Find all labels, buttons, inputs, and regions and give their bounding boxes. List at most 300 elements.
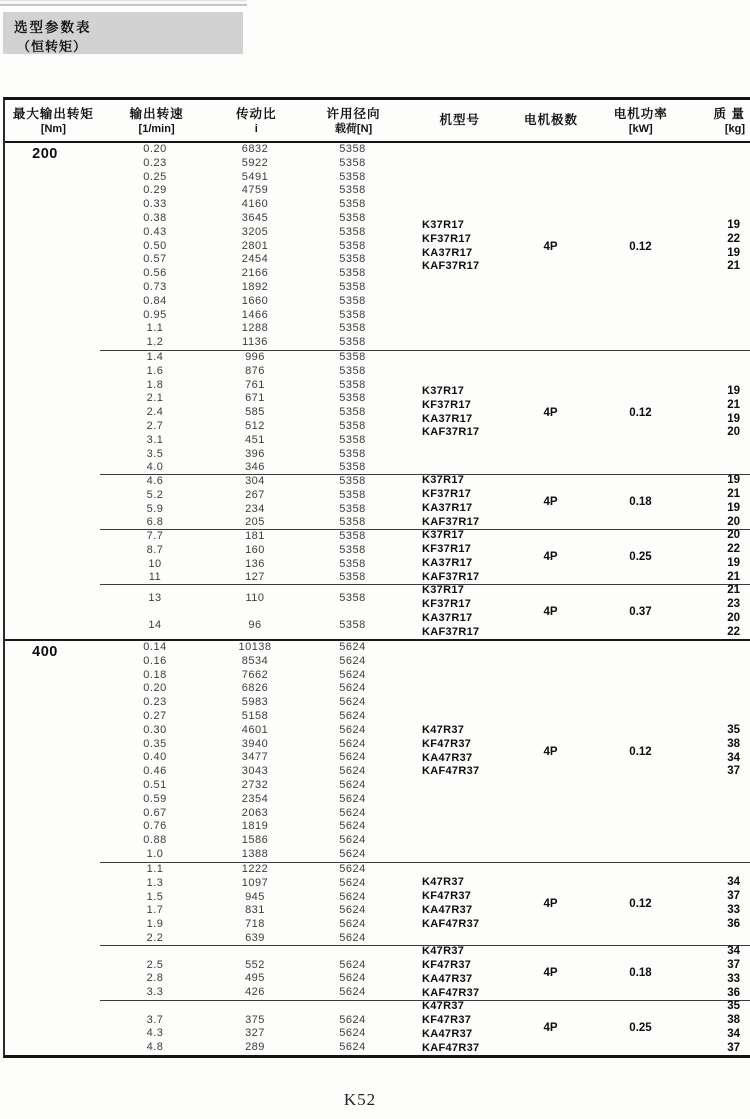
mass-col [693, 1001, 750, 1055]
data-row [100, 848, 405, 862]
data-row [100, 619, 405, 633]
data-rows [100, 530, 405, 584]
load-cell: 5358 [339, 267, 366, 280]
load-cell: 5358 [339, 502, 366, 515]
power-cell: 0.37 [629, 606, 652, 618]
data-row [100, 724, 405, 738]
data-row [100, 157, 405, 171]
poles-cell: 4P [543, 745, 558, 758]
header-load-label: 许用径向 [326, 106, 381, 121]
power-cell: 0.25 [629, 1022, 652, 1034]
ratio-cell: 2801 [241, 239, 269, 252]
load-cell: 5624 [339, 904, 366, 917]
data-rows [100, 641, 405, 862]
ratio-cell: 375 [245, 1013, 265, 1026]
parameters-table [3, 97, 750, 1058]
data-row [100, 959, 405, 973]
header-model [406, 100, 514, 141]
speed-cell: 0.23 [143, 696, 167, 709]
ratio-cell: 585 [245, 406, 265, 419]
power-cell: 0.12 [629, 745, 652, 758]
data-row [100, 212, 405, 226]
mass-cell: 34 [727, 945, 740, 958]
header-speed-label: 输出转速 [129, 106, 184, 121]
mass-cell: 19 [727, 502, 740, 514]
speed-cell: 0.38 [143, 211, 167, 224]
load-cell: 5358 [339, 322, 366, 335]
table-block [100, 143, 750, 350]
load-cell: 5624 [339, 958, 366, 971]
load-cell: 5358 [339, 170, 366, 183]
speed-cell: 1.1 [146, 863, 164, 875]
load-cell: 5358 [339, 618, 366, 631]
data-row [100, 516, 405, 530]
mass-cell: 21 [727, 570, 740, 583]
mass-cell: 37 [727, 890, 740, 903]
speed-cell: 0.57 [143, 253, 167, 266]
header-motor-poles [514, 100, 589, 141]
load-cell: 5624 [339, 792, 366, 805]
load-cell: 5358 [339, 392, 366, 405]
data-rows [100, 143, 405, 350]
data-row [100, 986, 405, 1000]
data-row [100, 351, 405, 365]
header-torque-label: 最大输出转矩 [12, 106, 94, 121]
header-model-label: 机型号 [439, 113, 481, 127]
model-col [405, 475, 513, 529]
load-cell: 5624 [339, 834, 366, 847]
ratio-cell: 289 [245, 1041, 265, 1054]
model-cell: K37R17 [422, 584, 465, 597]
load-cell: 5624 [339, 806, 366, 819]
mass-col [693, 530, 750, 584]
data-row [100, 669, 405, 683]
model-cell: KAF37R17 [422, 260, 480, 273]
title-box [3, 12, 243, 54]
speed-cell: 0.88 [143, 834, 167, 847]
data-row [100, 406, 405, 420]
load-cell: 5358 [339, 198, 366, 211]
table-block [100, 862, 750, 945]
model-cell: KA47R37 [422, 751, 473, 764]
ratio-cell: 426 [245, 986, 265, 999]
ratio-cell: 2732 [241, 778, 269, 791]
load-cell: 5624 [339, 1013, 366, 1026]
data-row [100, 972, 405, 986]
ratio-cell: 831 [245, 904, 265, 917]
speed-cell: 6.8 [146, 516, 164, 529]
table-block [100, 945, 750, 1000]
load-cell: 5624 [339, 778, 366, 791]
data-row [100, 1027, 405, 1041]
data-row [100, 751, 405, 765]
load-cell: 5624 [339, 641, 366, 653]
ratio-cell: 2354 [241, 792, 269, 805]
load-cell: 5358 [339, 447, 366, 460]
load-cell: 5358 [339, 571, 366, 584]
load-cell: 5624 [339, 847, 366, 860]
model-cell: KAF47R37 [422, 765, 480, 778]
mass-cell: 21 [727, 260, 740, 273]
data-row [100, 710, 405, 724]
speed-cell: 0.51 [143, 778, 167, 791]
table-block [100, 350, 750, 474]
mass-col [693, 863, 750, 945]
ratio-cell: 451 [245, 433, 265, 446]
data-row [100, 863, 405, 877]
data-row [100, 143, 405, 157]
power-cell: 0.12 [629, 406, 652, 419]
data-row [100, 281, 405, 295]
speed-cell: 3.1 [146, 433, 164, 446]
speed-cell: 0.33 [143, 198, 167, 211]
speed-cell: 11 [148, 571, 162, 584]
model-cell: KA47R37 [422, 973, 473, 985]
speed-cell: 0.95 [143, 308, 167, 321]
ratio-cell: 267 [245, 488, 265, 501]
load-cell: 5358 [339, 378, 366, 391]
data-row [100, 392, 405, 406]
model-cell: K37R17 [422, 474, 465, 487]
data-row [100, 171, 405, 185]
mass-col [693, 641, 750, 862]
ratio-cell: 205 [245, 516, 265, 529]
data-row [100, 379, 405, 393]
section-blocks [100, 143, 750, 639]
model-cell: K37R17 [422, 384, 465, 397]
speed-cell: 1.4 [146, 351, 164, 363]
load-cell: 5624 [339, 890, 366, 903]
speed-cell: 2.4 [146, 406, 164, 419]
data-row [100, 365, 405, 379]
data-row [100, 918, 405, 932]
load-cell: 5358 [339, 308, 366, 321]
header-motor-power [588, 100, 693, 141]
ratio-cell: 1097 [241, 876, 269, 889]
speed-cell: 0.30 [143, 723, 167, 736]
top-page-strip [0, 0, 247, 6]
mass-col [693, 475, 750, 529]
ratio-cell: 327 [245, 1027, 265, 1040]
model-cell: KA37R17 [422, 502, 473, 514]
data-row [100, 765, 405, 779]
ratio-cell: 127 [245, 571, 265, 584]
speed-cell: 1.6 [146, 364, 164, 377]
load-cell: 5624 [339, 696, 366, 709]
model-col [405, 641, 513, 862]
speed-cell: 2.7 [146, 419, 164, 432]
model-cell: KF47R37 [422, 737, 472, 750]
ratio-cell: 8534 [241, 654, 269, 667]
load-cell: 5624 [339, 820, 366, 833]
load-cell: 5624 [339, 751, 366, 764]
data-row [100, 834, 405, 848]
speed-cell: 1.5 [146, 890, 164, 903]
data-row [100, 904, 405, 918]
mass-col [693, 143, 750, 350]
model-col [405, 946, 513, 1000]
mass-cell: 20 [727, 515, 740, 528]
mass-cell: 35 [727, 723, 740, 736]
data-row [100, 807, 405, 821]
speed-cell: 14 [148, 618, 162, 631]
ratio-cell: 3043 [241, 765, 269, 778]
data-row [100, 240, 405, 254]
model-cell: KA47R37 [422, 1028, 473, 1040]
load-cell: 5358 [339, 239, 366, 252]
ratio-cell: 1136 [242, 336, 268, 349]
ratio-cell: 639 [245, 931, 265, 944]
load-cell: 5358 [339, 184, 366, 197]
load-cell: 5358 [339, 211, 366, 224]
speed-cell: 10 [148, 557, 162, 570]
data-row [100, 655, 405, 669]
model-col [405, 585, 513, 639]
page-number: K52 [343, 1090, 377, 1109]
speed-cell: 0.25 [143, 170, 167, 183]
data-row [100, 779, 405, 793]
data-rows [100, 585, 405, 639]
ratio-cell: 136 [245, 557, 265, 570]
table-section-200 [5, 143, 750, 639]
data-row [100, 267, 405, 281]
load-cell: 5624 [339, 737, 366, 750]
page-title: 选型参数表 [14, 20, 92, 35]
data-row [100, 544, 405, 558]
data-row [100, 434, 405, 448]
speed-cell: 0.50 [143, 239, 167, 252]
data-row [100, 738, 405, 752]
poles-cell: 4P [543, 898, 558, 910]
ratio-cell: 96 [248, 618, 262, 631]
model-col [405, 143, 513, 350]
power-cell: 0.12 [629, 240, 652, 253]
speed-cell: 5.2 [146, 488, 164, 501]
speed-cell: 0.76 [143, 820, 167, 833]
speed-cell: 0.73 [143, 280, 167, 293]
header-power-unit: [kW] [628, 122, 653, 135]
header-mass-label: 质 量 [713, 106, 745, 121]
model-cell: KAF37R17 [422, 426, 480, 439]
model-cell: KA37R17 [422, 246, 473, 259]
data-row [100, 226, 405, 240]
data-row [100, 1014, 405, 1028]
data-rows [100, 1001, 405, 1055]
mass-col [693, 946, 750, 1000]
load-cell: 5624 [339, 931, 366, 944]
load-cell: 5624 [339, 876, 366, 889]
speed-cell: 1.9 [146, 918, 164, 931]
speed-cell: 0.20 [143, 682, 167, 695]
model-cell: KA37R17 [422, 412, 473, 425]
model-col [405, 351, 513, 474]
header-radial-load [301, 100, 406, 141]
model-cell: KF47R37 [422, 959, 472, 972]
load-cell: 5358 [339, 488, 366, 501]
speed-cell: 1.2 [146, 336, 164, 349]
load-cell: 5358 [339, 280, 366, 293]
speed-cell: 4.0 [146, 461, 164, 474]
load-cell: 5358 [339, 543, 366, 556]
data-rows [100, 351, 405, 474]
data-row [100, 503, 405, 517]
data-row [100, 641, 405, 655]
ratio-cell: 110 [245, 591, 265, 604]
model-cell: KF37R17 [422, 398, 472, 411]
speed-cell: 0.43 [143, 225, 167, 238]
speed-cell: 3.5 [146, 447, 164, 460]
load-cell: 5358 [339, 156, 366, 169]
header-ratio [211, 100, 301, 141]
ratio-cell: 1819 [241, 820, 269, 833]
ratio-cell: 552 [245, 958, 265, 971]
model-cell: KAF47R37 [422, 917, 480, 930]
data-row [100, 198, 405, 212]
table-header [5, 100, 750, 143]
load-cell: 5624 [339, 709, 366, 722]
speed-cell: 2.5 [146, 958, 164, 971]
header-torque-unit: [Nm] [40, 122, 66, 135]
model-cell: KAF47R37 [422, 986, 480, 999]
ratio-cell: 181 [245, 530, 265, 542]
ratio-cell: 945 [245, 890, 265, 903]
ratio-cell: 1660 [241, 294, 269, 307]
mass-cell: 22 [727, 232, 740, 245]
speed-cell: 13 [148, 591, 162, 604]
mass-cell: 33 [727, 973, 740, 985]
ratio-cell: 3477 [241, 751, 269, 764]
data-row [100, 420, 405, 434]
ratio-cell: 876 [245, 364, 265, 377]
torque-cell [5, 641, 100, 1055]
ratio-cell: 6832 [241, 143, 269, 155]
mass-cell: 38 [727, 1014, 740, 1027]
table-block [100, 1000, 750, 1055]
speed-cell: 0.40 [143, 751, 167, 764]
load-cell: 5624 [339, 863, 366, 875]
torque-value: 400 [32, 644, 58, 660]
data-row [100, 877, 405, 891]
mass-cell: 19 [727, 384, 740, 397]
data-row [100, 793, 405, 807]
ratio-cell: 304 [245, 475, 265, 487]
load-cell: 5624 [339, 986, 366, 999]
load-cell: 5624 [339, 918, 366, 931]
model-cell: KA47R37 [422, 904, 473, 916]
model-col [405, 1001, 513, 1055]
ratio-cell: 1892 [241, 280, 269, 293]
mass-cell: 38 [727, 737, 740, 750]
header-speed-unit: [1/min] [138, 122, 175, 135]
poles-cell: 4P [543, 240, 558, 253]
mass-cell: 19 [727, 557, 740, 569]
speed-cell: 0.20 [143, 143, 167, 155]
ratio-cell: 10138 [238, 641, 272, 653]
load-cell: 5624 [339, 668, 366, 681]
mass-cell: 23 [727, 598, 740, 611]
header-power-label: 电机功率 [613, 106, 668, 121]
load-cell: 5358 [339, 351, 366, 363]
ratio-cell: 1586 [241, 834, 269, 847]
model-cell: K47R37 [422, 1000, 465, 1013]
poles-cell: 4P [543, 406, 558, 419]
load-cell: 5358 [339, 406, 366, 419]
mass-cell: 22 [727, 625, 740, 638]
load-cell: 5624 [339, 765, 366, 778]
load-cell: 5358 [339, 419, 366, 432]
mass-cell: 34 [727, 751, 740, 764]
data-row [100, 891, 405, 905]
data-rows [100, 946, 405, 1000]
model-col [405, 863, 513, 945]
load-cell: 5624 [339, 1027, 366, 1040]
ratio-cell: 396 [245, 447, 265, 460]
ratio-cell: 512 [245, 419, 265, 432]
data-row [100, 820, 405, 834]
load-cell: 5358 [339, 253, 366, 266]
data-row [100, 1041, 405, 1055]
power-cell: 0.18 [629, 496, 652, 508]
ratio-cell: 1466 [241, 308, 269, 321]
ratio-cell: 671 [245, 392, 265, 405]
data-row [100, 558, 405, 572]
ratio-cell: 234 [245, 502, 265, 515]
ratio-cell: 2166 [241, 267, 269, 280]
mass-cell: 21 [727, 488, 740, 501]
data-row [100, 682, 405, 696]
data-row [100, 309, 405, 323]
load-cell: 5624 [339, 972, 366, 985]
model-cell: KF37R17 [422, 598, 472, 611]
ratio-cell: 761 [245, 378, 265, 391]
speed-cell: 4.3 [146, 1027, 164, 1040]
speed-cell: 0.16 [143, 654, 167, 667]
data-row [100, 489, 405, 503]
speed-cell: 2.2 [146, 931, 164, 944]
torque-cell [5, 143, 100, 639]
mass-col [693, 585, 750, 639]
poles-cell: 4P [543, 551, 558, 563]
model-cell: K47R37 [422, 723, 465, 736]
data-row [100, 475, 405, 489]
model-cell: KAF37R17 [422, 625, 480, 638]
mass-cell: 35 [727, 1000, 740, 1013]
poles-cell: 4P [543, 967, 558, 979]
ratio-cell: 2454 [241, 253, 269, 266]
ratio-cell: 346 [245, 461, 265, 474]
speed-cell: 0.27 [143, 709, 167, 722]
table-block [100, 641, 750, 862]
header-poles-label: 电机极数 [524, 113, 579, 127]
speed-cell: 0.23 [143, 156, 167, 169]
mass-cell: 33 [727, 904, 740, 916]
data-rows [100, 475, 405, 529]
speed-cell: 8.7 [146, 543, 164, 556]
load-cell: 5358 [339, 294, 366, 307]
load-cell: 5358 [339, 364, 366, 377]
ratio-cell: 1222 [241, 863, 269, 875]
load-cell: 5358 [339, 475, 366, 487]
mass-col [693, 351, 750, 474]
poles-cell: 4P [543, 496, 558, 508]
ratio-cell: 3205 [241, 225, 269, 238]
data-row [100, 448, 405, 462]
load-cell: 5358 [339, 461, 366, 474]
data-row [100, 253, 405, 267]
speed-cell: 0.59 [143, 792, 167, 805]
ratio-cell: 5922 [241, 156, 269, 169]
load-cell: 5358 [339, 336, 366, 349]
